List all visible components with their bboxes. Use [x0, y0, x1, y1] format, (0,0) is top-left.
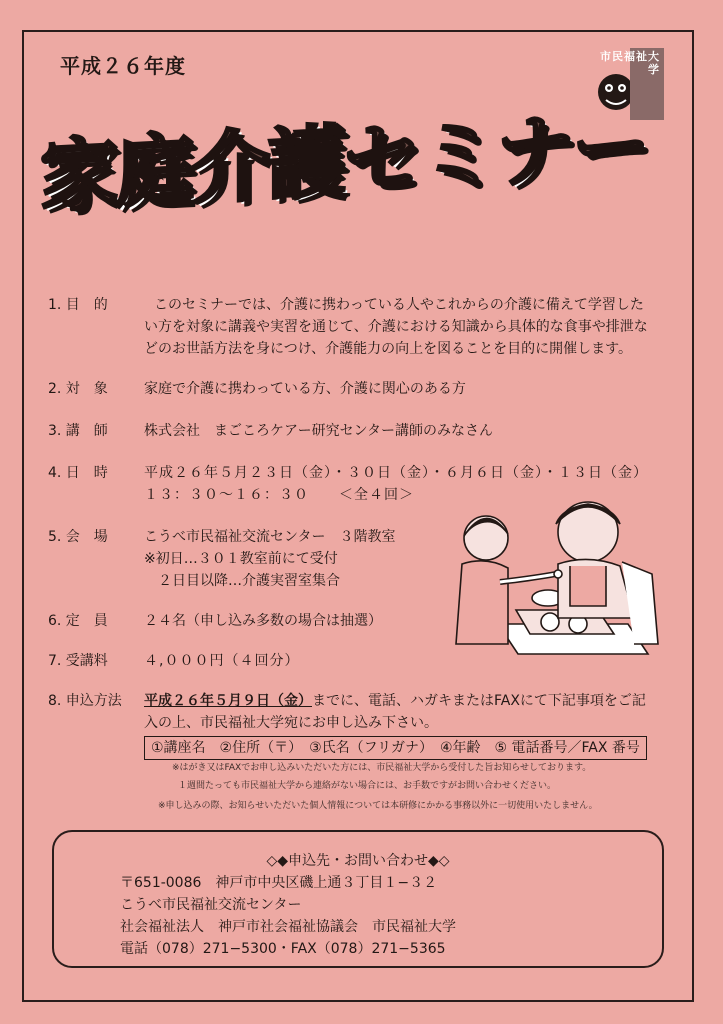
- purpose-line-1: このセミナーでは、介護に携わっている人やこれからの介護に備えて学習した: [154, 297, 644, 313]
- fiscal-year: 平成２６年度: [60, 54, 186, 78]
- contact-org-1: こうべ市民福祉交流センター: [120, 897, 302, 913]
- fee-text: ４,０００円（４回分）: [144, 653, 300, 669]
- apply-line-1: までに、電話、ハガキまたはFAXにて下記事項をご記: [312, 693, 646, 709]
- purpose-line-2: い方を対象に講義や実習を通じて、介護における知識から具体的な食事や排泄な: [144, 319, 648, 335]
- lecturer-text: 株式会社 まごころケアー研究センター講師のみなさん: [144, 423, 494, 439]
- venue-label: 5. 会 場: [48, 529, 108, 545]
- target-text: 家庭で介護に携わっている方、介護に関心のある方: [144, 381, 466, 397]
- contact-address: 〒651-0086 神戸市中央区磯上通３丁目１−３２: [120, 875, 438, 891]
- apply-note-2: １週間たっても市民福祉大学から連絡がない場合には、お手数ですがお問い合わせください。: [178, 781, 557, 791]
- capacity-text: ２４名（申し込み多数の場合は抽選）: [144, 613, 382, 629]
- capacity-label: 6. 定 員: [48, 613, 108, 629]
- purpose-line-3: どのお世話方法を身につけ、介護能力の向上を図ることを目的に開催します。: [144, 341, 633, 357]
- apply-line-2: 入の上、市民福祉大学宛にお申し込み下さい。: [144, 715, 438, 731]
- contact-heading: ◇◆申込先・お問い合わせ◆◇: [266, 853, 450, 869]
- section-purpose: [48, 294, 668, 360]
- fee-label: 7. 受講料: [48, 653, 108, 669]
- schedule-dates: 平成２６年５月２３日（金）・３０日（金）・６月６日（金）・１３日（金）: [144, 465, 648, 481]
- contact-org-2: 社会福祉法人 神戸市社会福祉協議会 市民福祉大学: [120, 919, 456, 935]
- purpose-label: 1. 目 的: [48, 297, 108, 313]
- caregiver-feeding-illustration: [438, 494, 678, 664]
- schedule-time: １３：３０〜１６：３０ ＜全４回＞: [144, 487, 414, 503]
- apply-note-1: ※はがき又はFAXでお申し込みいただいた方には、市民福祉大学から受付した旨お知らせしております。: [172, 763, 592, 773]
- target-label: 2. 対 象: [48, 381, 108, 397]
- section-target: [48, 378, 668, 400]
- schedule-label: 4. 日 時: [48, 465, 108, 481]
- venue-first-day: ※初日…３０１教室前にて受付: [144, 551, 338, 567]
- contact-box: [52, 830, 664, 968]
- section-lecturer: [48, 420, 668, 442]
- required-fields-box: ①講座名 ②住所（〒） ③氏名（フリガナ） ④年齢 ⑤ 電話番号／FAX 番号: [144, 736, 647, 760]
- logo-text: 市民福祉大学: [600, 50, 660, 76]
- apply-deadline: 平成２６年５月９日（金）: [144, 693, 312, 709]
- section-apply: [48, 690, 668, 760]
- lecturer-label: 3. 講 師: [48, 423, 108, 439]
- venue-later-days: ２日目以降…介護実習室集合: [158, 573, 340, 589]
- apply-label: 8. 申込方法: [48, 693, 122, 709]
- venue-name: こうべ市民福祉交流センター ３階教室: [144, 529, 396, 545]
- seminar-title: 家庭介護セミナー: [40, 101, 649, 224]
- contact-phone-fax: 電話（078）271−5300・FAX（078）271−5365: [120, 941, 446, 957]
- apply-note-3: ※申し込みの際、お知らせいただいた個人情報については本研修にかかる事務以外に一切使用いたしません。: [158, 801, 598, 811]
